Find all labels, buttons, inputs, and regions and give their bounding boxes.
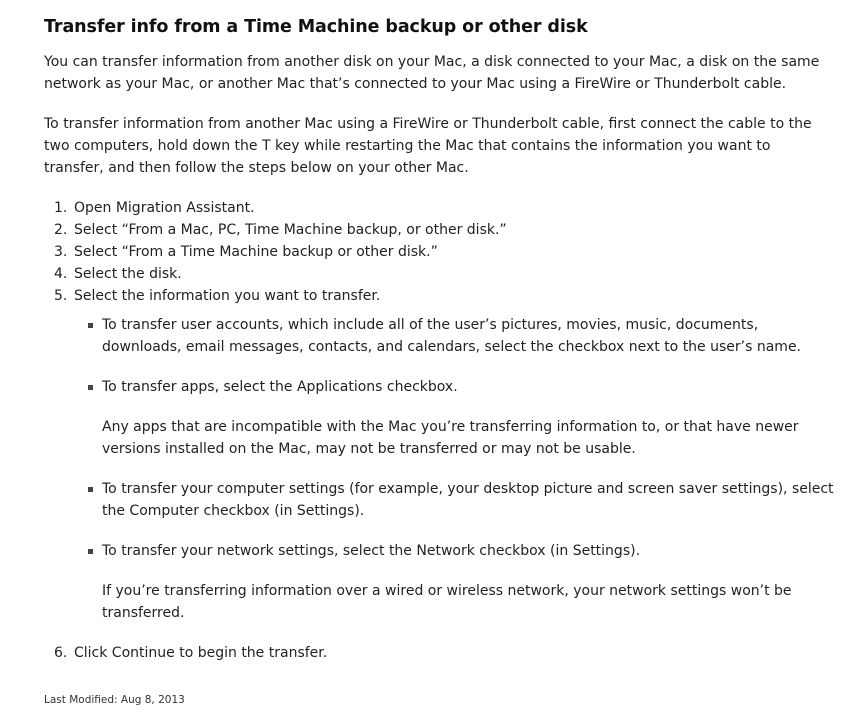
last-modified-date: Last Modified: Aug 8, 2013 — [44, 694, 185, 706]
step-item — [44, 263, 834, 285]
step-number: 4. — [54, 266, 68, 282]
cable-instructions-paragraph: To transfer information from another Mac using a FireWire or Thunderbolt cable, first connect the cable to the two computers, hold down the T key while restarting the Mac that contains the information you want to transfer, and then follow the steps below on your other Mac. — [44, 116, 812, 176]
transfer-options-list — [74, 314, 834, 624]
step-item — [44, 241, 834, 263]
step-item — [44, 197, 834, 219]
step-item — [44, 219, 834, 241]
sub-item-text: To transfer your computer settings (for example, your desktop picture and screen saver settings), select the Computer checkbox (in Settings). — [102, 481, 834, 519]
step-number: 2. — [54, 222, 68, 238]
step-text: Select the information you want to transfer. — [74, 288, 381, 304]
sub-item-text: To transfer apps, select the Applications checkbox. — [102, 379, 458, 395]
article-title: Transfer info from a Time Machine backup or other disk — [44, 17, 588, 37]
sub-item-note: If you’re transferring information over a wired or wireless network, your network settings won’t be transferred. — [102, 583, 792, 621]
step-number: 5. — [54, 288, 68, 304]
step-text: Select the disk. — [74, 266, 182, 282]
square-bullet-icon — [88, 549, 93, 554]
steps-list — [44, 197, 834, 664]
list-item — [74, 314, 834, 358]
list-item — [74, 540, 834, 624]
square-bullet-icon — [88, 385, 93, 390]
step-text: Open Migration Assistant. — [74, 200, 255, 216]
square-bullet-icon — [88, 487, 93, 492]
sub-item-text: To transfer user accounts, which include all of the user’s pictures, movies, music, documents, downloads, email messages, contacts, and calendars, select the checkbox next to the user’s name. — [102, 317, 802, 355]
help-article — [44, 14, 834, 664]
step-text: Click Continue to begin the transfer. — [74, 645, 328, 661]
step-text: Select “From a Time Machine backup or other disk.” — [74, 244, 438, 260]
square-bullet-icon — [88, 323, 93, 328]
sub-item-text: To transfer your network settings, select the Network checkbox (in Settings). — [102, 543, 641, 559]
step-number: 6. — [54, 645, 68, 661]
sub-item-note: Any apps that are incompatible with the Mac you’re transferring information to, or that have newer versions installed on the Mac, may not be transferred or may not be usable. — [102, 419, 799, 457]
step-item — [44, 285, 834, 624]
step-text: Select “From a Mac, PC, Time Machine backup, or other disk.” — [74, 222, 507, 238]
step-number: 1. — [54, 200, 68, 216]
list-item — [74, 376, 834, 460]
step-number: 3. — [54, 244, 68, 260]
intro-paragraph: You can transfer information from another disk on your Mac, a disk connected to your Mac, a disk on the same network as your Mac, or another Mac that’s connected to your Mac using a FireWire or Thunderbolt cable. — [44, 54, 820, 92]
step-item — [44, 642, 834, 664]
list-item — [74, 478, 834, 522]
